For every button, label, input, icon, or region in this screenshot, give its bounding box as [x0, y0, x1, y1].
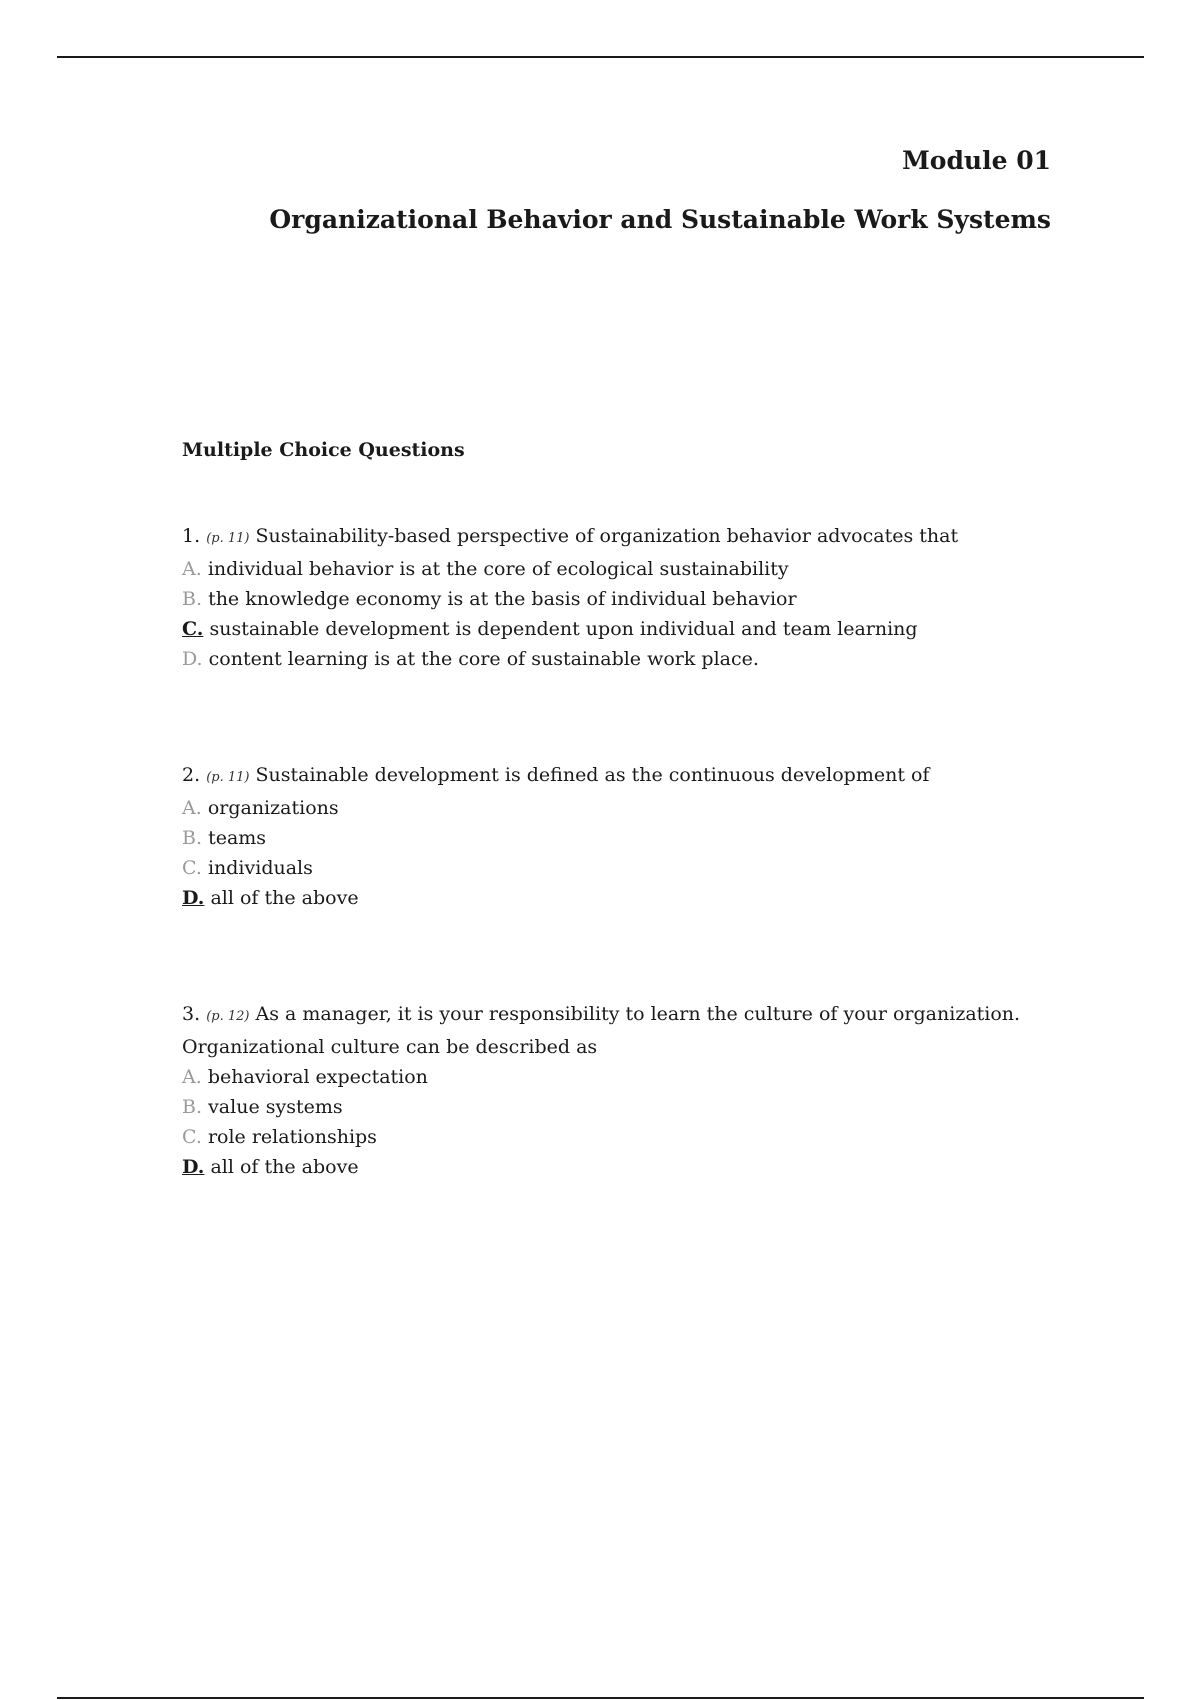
- question-2: [182, 760, 1062, 913]
- option-text: all of the above: [210, 887, 359, 909]
- option-a: [182, 1062, 1062, 1092]
- question-stem: [182, 999, 1062, 1032]
- option-letter: C.: [182, 857, 202, 879]
- option-letter-correct: C.: [182, 618, 204, 640]
- question-1: [182, 521, 1062, 674]
- option-letter: A.: [182, 797, 202, 819]
- option-letter: A.: [182, 1066, 202, 1088]
- option-text: content learning is at the core of sustainable work place.: [208, 648, 759, 670]
- option-c: [182, 853, 1062, 883]
- page-reference: (p. 11): [206, 770, 250, 785]
- option-letter: C.: [182, 1126, 202, 1148]
- section-heading: Multiple Choice Questions: [182, 439, 465, 461]
- question-number: 1.: [182, 525, 201, 547]
- question-stem: [182, 521, 1062, 554]
- option-text: individual behavior is at the core of ecological sustainability: [207, 558, 789, 580]
- option-text: the knowledge economy is at the basis of individual behavior: [208, 588, 797, 610]
- option-text: individuals: [207, 857, 313, 879]
- option-letter: B.: [182, 588, 203, 610]
- option-text: all of the above: [210, 1156, 359, 1178]
- page-reference: (p. 12): [206, 1009, 250, 1024]
- question-number: 2.: [182, 764, 201, 786]
- option-letter-correct: D.: [182, 887, 205, 909]
- option-a: [182, 793, 1062, 823]
- option-letter: B.: [182, 827, 203, 849]
- option-b: [182, 1092, 1062, 1122]
- option-text: sustainable development is dependent upon individual and team learning: [209, 618, 918, 640]
- option-b: [182, 823, 1062, 853]
- question-text: Sustainability-based perspective of organization behavior advocates that: [255, 525, 959, 547]
- question-text: Sustainable development is defined as the continuous development of: [255, 764, 930, 786]
- module-title: Organizational Behavior and Sustainable Work Systems: [269, 205, 1051, 234]
- page-reference: (p. 11): [206, 531, 250, 546]
- option-d-correct: [182, 1152, 1062, 1182]
- option-b: [182, 584, 1062, 614]
- option-letter-correct: D.: [182, 1156, 205, 1178]
- option-letter: B.: [182, 1096, 203, 1118]
- option-c: [182, 1122, 1062, 1152]
- bottom-rule: [57, 1697, 1144, 1699]
- top-rule: [57, 56, 1144, 58]
- option-d: [182, 644, 1062, 674]
- question-3: [182, 999, 1062, 1182]
- option-letter: D.: [182, 648, 203, 670]
- option-text: role relationships: [207, 1126, 377, 1148]
- question-stem-continued: Organizational culture can be described as: [182, 1036, 598, 1058]
- option-c-correct: [182, 614, 1062, 644]
- option-a: [182, 554, 1062, 584]
- module-number: Module 01: [902, 146, 1051, 175]
- option-d-correct: [182, 883, 1062, 913]
- option-text: value systems: [208, 1096, 343, 1118]
- option-text: organizations: [207, 797, 339, 819]
- question-stem: [182, 760, 1062, 793]
- option-text: teams: [208, 827, 267, 849]
- option-text: behavioral expectation: [207, 1066, 428, 1088]
- question-number: 3.: [182, 1003, 201, 1025]
- option-letter: A.: [182, 558, 202, 580]
- question-text: As a manager, it is your responsibility to learn the culture of your organization.: [255, 1003, 1021, 1025]
